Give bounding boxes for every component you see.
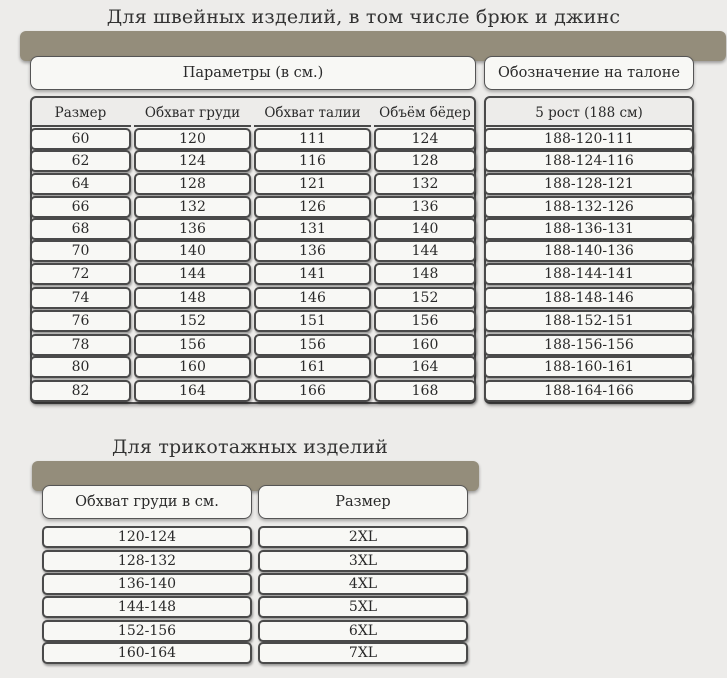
size-cell: 64: [30, 173, 131, 195]
hips-cell: 124: [374, 128, 476, 150]
waist-cell: 166: [254, 380, 371, 402]
waist-cell: 111: [254, 128, 371, 150]
size-cell: 60: [30, 128, 131, 150]
talon-cell: 188-160-161: [484, 356, 694, 378]
size-cell: 66: [30, 196, 131, 218]
waist-cell: 151: [254, 310, 371, 332]
waist-cell: 121: [254, 173, 371, 195]
size-cell: 70: [30, 240, 131, 262]
chest-col-header: Обхват груди: [134, 100, 251, 127]
hips-cell: 140: [374, 218, 476, 240]
size-cell: 62: [30, 150, 131, 172]
waist-cell: 116: [254, 150, 371, 172]
talon-cell: 188-156-156: [484, 334, 694, 356]
knit-size-cell: 5XL: [258, 596, 468, 618]
hips-col-header: Объём бёдер: [374, 100, 476, 127]
knit-size-cell: 4XL: [258, 573, 468, 595]
size-cell: 78: [30, 334, 131, 356]
waist-cell: 156: [254, 334, 371, 356]
chest-cell: 140: [134, 240, 251, 262]
talon-col-header: 5 рост (188 см): [484, 100, 694, 127]
hips-cell: 128: [374, 150, 476, 172]
params-header: Параметры (в см.): [30, 56, 476, 90]
knit-size-cell: 7XL: [258, 642, 468, 664]
size-col-header: Размер: [30, 100, 131, 127]
waist-col-header: Обхват талии: [254, 100, 371, 127]
talon-cell: 188-120-111: [484, 128, 694, 150]
chest-cell: 152: [134, 310, 251, 332]
size-cell: 72: [30, 263, 131, 285]
talon-cell: 188-152-151: [484, 310, 694, 332]
chest-cell: 148: [134, 287, 251, 309]
waist-cell: 146: [254, 287, 371, 309]
chest-cell: 156: [134, 334, 251, 356]
knit-chest-cell: 128-132: [42, 550, 252, 572]
waist-cell: 161: [254, 356, 371, 378]
talon-cell: 188-144-141: [484, 263, 694, 285]
waist-cell: 136: [254, 240, 371, 262]
talon-cell: 188-124-116: [484, 150, 694, 172]
talon-cell: 188-164-166: [484, 380, 694, 402]
size-cell: 82: [30, 380, 131, 402]
hips-cell: 144: [374, 240, 476, 262]
waist-cell: 141: [254, 263, 371, 285]
waist-cell: 126: [254, 196, 371, 218]
knit-size-cell: 2XL: [258, 526, 468, 548]
size-cell: 74: [30, 287, 131, 309]
knit-chest-cell: 160-164: [42, 642, 252, 664]
knit-size-header: Размер: [258, 485, 468, 519]
hips-cell: 132: [374, 173, 476, 195]
talon-cell: 188-140-136: [484, 240, 694, 262]
chest-cell: 128: [134, 173, 251, 195]
knit-size-cell: 3XL: [258, 550, 468, 572]
size-cell: 68: [30, 218, 131, 240]
knit-size-cell: 6XL: [258, 620, 468, 642]
hips-cell: 136: [374, 196, 476, 218]
chest-cell: 144: [134, 263, 251, 285]
size-cell: 80: [30, 356, 131, 378]
knit-chest-cell: 120-124: [42, 526, 252, 548]
hips-cell: 156: [374, 310, 476, 332]
hips-cell: 160: [374, 334, 476, 356]
knit-chest-cell: 144-148: [42, 596, 252, 618]
talon-cell: 188-148-146: [484, 287, 694, 309]
talon-cell: 188-132-126: [484, 196, 694, 218]
talon-cell: 188-128-121: [484, 173, 694, 195]
hips-cell: 152: [374, 287, 476, 309]
chest-cell: 136: [134, 218, 251, 240]
size-cell: 76: [30, 310, 131, 332]
hips-cell: 168: [374, 380, 476, 402]
chest-cell: 164: [134, 380, 251, 402]
hips-cell: 164: [374, 356, 476, 378]
chest-cell: 132: [134, 196, 251, 218]
knit-chest-cell: 136-140: [42, 573, 252, 595]
knit-chest-header: Обхват груди в см.: [42, 485, 252, 519]
sewn-title: Для швейных изделий, в том числе брюк и джинс: [106, 6, 621, 28]
knit-chest-cell: 152-156: [42, 620, 252, 642]
talon-cell: 188-136-131: [484, 218, 694, 240]
talon-header: Обозначение на талоне: [484, 56, 694, 90]
hips-cell: 148: [374, 263, 476, 285]
knit-title: Для трикотажных изделий: [111, 436, 389, 458]
waist-cell: 131: [254, 218, 371, 240]
chest-cell: 124: [134, 150, 251, 172]
chest-cell: 120: [134, 128, 251, 150]
chest-cell: 160: [134, 356, 251, 378]
